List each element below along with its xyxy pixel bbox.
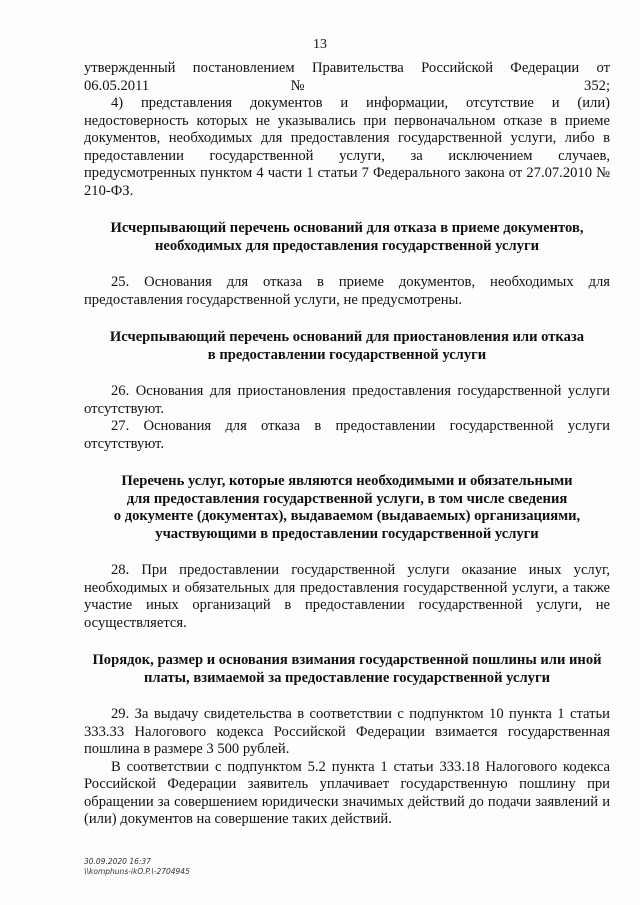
page-number: 13 [313,37,327,52]
paragraph-25: 25. Основания для отказа в приеме документов, необходимых для предоставления государственной услуги, не предусмотрены. [84,274,610,308]
heading-line: платы, взимаемой за предоставление государственной услуги [143,669,550,686]
item-3-continuation: утвержденный постановлением Правительства Российской Федерации от 06.05.2011 № 352; [84,60,610,94]
heading-necessary-services [84,473,610,543]
heading-state-duty [84,652,610,687]
document-body [84,60,610,829]
heading-suspension-refusal [84,329,610,364]
paragraph-duty-conditions: В соответствии с подпунктом 5.2 пункта 1 статьи 333.18 Налогового кодекса Российской Федерации заявитель уплачивает государственную пошлину при обращении за совершением юридически значимых действий до подачи заявлений и (или) документов на совершение таких действий. [84,758,610,827]
heading-line: участвующими в предоставлении государственной услуги [155,525,539,542]
heading-line: Исчерпывающий перечень оснований для приостановления или отказа [109,329,585,345]
heading-refusal-acceptance [84,220,610,255]
heading-line: для предоставления государственной услуги, в том числе сведения [126,490,568,507]
heading-line: Перечень услуг, которые являются необходимыми и обязательными [121,473,573,489]
footer-timestamp: 30.09.2020 16:37 [84,857,151,866]
item-4: 4) представления документов и информации, отсутствие и (или) недостоверность которых не указывались при первоначальном отказе в приеме документов, необходимых для предоставления государственной услуги, либо в предоставлении государственной услуги, за исключением случаев, предусмотренных пунктом 4 части 1 статьи 7 Федерального закона от 27.07.2010 № 210-ФЗ. [84,95,610,199]
document-footer [84,857,190,877]
paragraph-28: 28. При предоставлении государственной услуги оказание иных услуг, необходимых и обязательных для предоставления государственной услуги, а также участие иных организаций в предоставлении государственной услуги, не осуществляется. [84,562,610,631]
heading-line: Порядок, размер и основания взимания государственной пошлины или иной [92,652,602,668]
heading-line: Исчерпывающий перечень оснований для отказа в приеме документов, [110,220,584,236]
heading-line: в предоставлении государственной услуги [207,346,487,363]
heading-line: необходимых для предоставления государственной услуги [154,237,540,254]
footer-doc-id: \\komphuns-ikO.P.\-2704945 [84,867,190,876]
paragraph-29: 29. За выдачу свидетельства в соответствии с подпунктом 10 пункта 1 статьи 333.33 Налогового кодекса Российской Федерации взимается государственная пошлина в размере 3 500 рублей. [84,706,610,757]
heading-line: о документе (документах), выдаваемом (выдаваемых) организациями, [113,508,581,524]
paragraph-26: 26. Основания для приостановления предоставления государственной услуги отсутствуют. [84,383,610,417]
paragraph-27: 27. Основания для отказа в предоставлении государственной услуги отсутствуют. [84,418,610,452]
